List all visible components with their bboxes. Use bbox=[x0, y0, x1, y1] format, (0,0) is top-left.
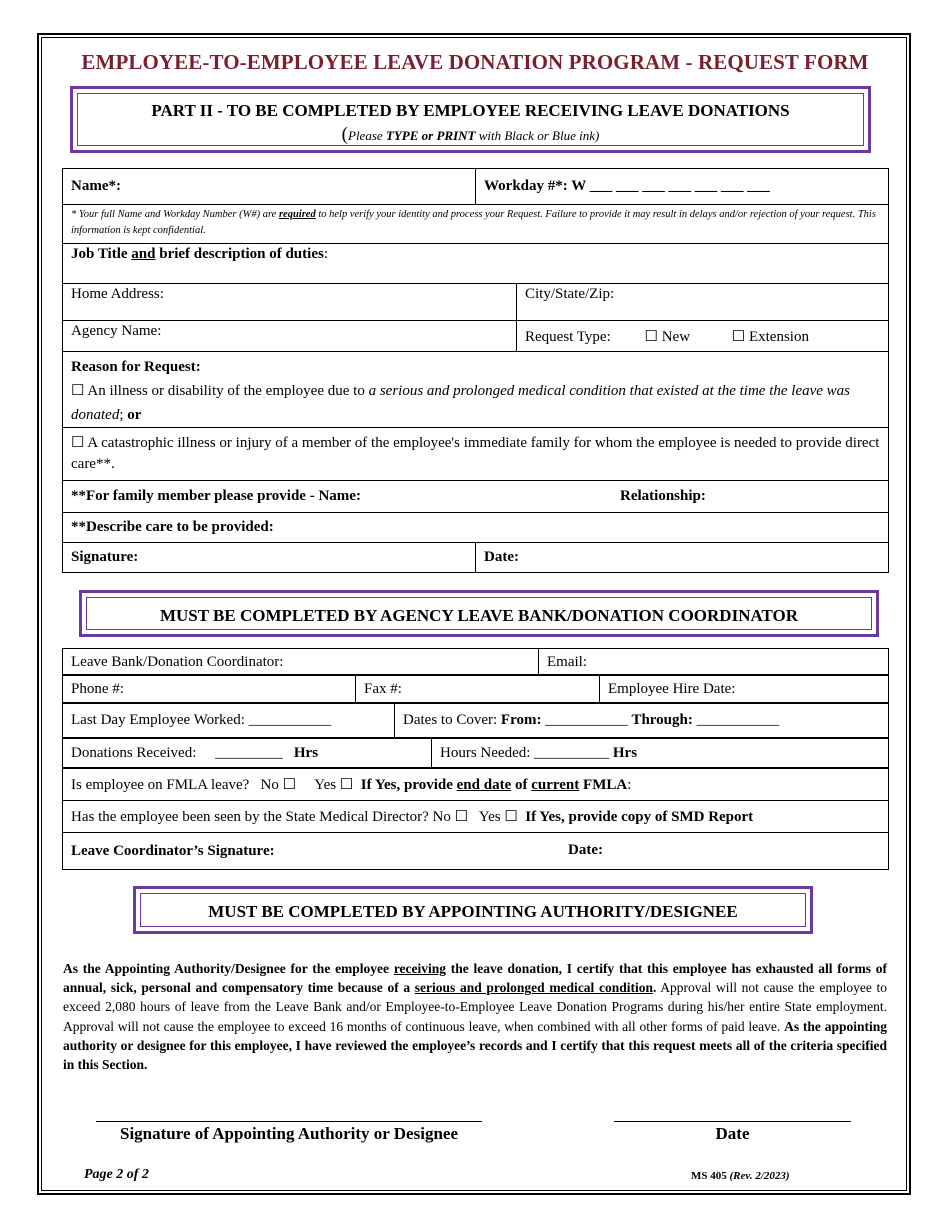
dates-to-cover-field[interactable]: Dates to Cover: From: ___________ Through: ___________ bbox=[395, 703, 889, 739]
phone-field[interactable]: Phone #: bbox=[63, 675, 356, 704]
form-number: MS 405 (Rev. 2/2023) bbox=[691, 1170, 790, 1182]
request-type-field: Request Type: ☐ New ☐ Extension bbox=[517, 321, 889, 352]
coordinator-signature-field[interactable]: Leave Coordinator’s Signature: Date: bbox=[63, 833, 889, 870]
authority-signature-label: Signature of Appointing Authority or Designee bbox=[120, 1124, 458, 1143]
state-medical-director-field[interactable]: Has the employee been seen by the State Medical Director? No ☐ Yes ☐ If Yes, provide copy of SMD Report bbox=[63, 801, 889, 833]
authority-header-box bbox=[133, 886, 813, 934]
coordinator-row-1 bbox=[62, 648, 889, 676]
part2-ink-note: (Please TYPE or PRINT with Black or Blue ink) bbox=[341, 124, 600, 145]
fmla-leave-field[interactable]: Is employee on FMLA leave? No ☐ Yes ☐ If Yes, provide end date of current FMLA: bbox=[63, 768, 889, 801]
request-extension-checkbox[interactable]: ☐ Extension bbox=[731, 328, 809, 345]
part2-heading: PART II - TO BE COMPLETED BY EMPLOYEE RECEIVING LEAVE DONATIONS bbox=[151, 101, 790, 120]
coordinator-row-5 bbox=[62, 767, 889, 870]
donations-received-field[interactable]: Donations Received: _________ Hrs bbox=[63, 738, 432, 769]
employee-date-field[interactable]: Date: bbox=[476, 543, 889, 573]
fax-field[interactable]: Fax #: bbox=[356, 675, 600, 704]
request-new-checkbox[interactable]: ☐ New bbox=[644, 328, 691, 345]
coordinator-date-label: Date: bbox=[568, 842, 603, 858]
agency-name-field[interactable]: Agency Name: bbox=[63, 321, 517, 352]
name-field[interactable]: Name*: bbox=[63, 169, 476, 205]
coordinator-row-2 bbox=[62, 674, 889, 704]
authority-heading: MUST BE COMPLETED BY APPOINTING AUTHORITY/DESIGNEE bbox=[208, 902, 738, 921]
authority-date-line[interactable] bbox=[614, 1121, 851, 1122]
family-member-field[interactable]: **For family member please provide - Name: Relationship: bbox=[63, 481, 889, 513]
describe-care-field[interactable]: **Describe care to be provided: bbox=[63, 513, 889, 543]
coordinator-heading: MUST BE COMPLETED BY AGENCY LEAVE BANK/DONATION COORDINATOR bbox=[159, 606, 799, 625]
workday-number-field[interactable]: Workday #*: W ___ ___ ___ ___ ___ ___ ___ bbox=[476, 169, 889, 205]
job-title-field[interactable]: Job Title and brief description of duties: bbox=[63, 244, 889, 284]
reason-label: Reason for Request: bbox=[71, 359, 201, 375]
coordinator-email-field[interactable]: Email: bbox=[539, 649, 889, 676]
coordinator-row-4 bbox=[62, 737, 889, 769]
employee-signature-field[interactable]: Signature: bbox=[63, 543, 476, 573]
page-number: Page 2 of 2 bbox=[84, 1167, 149, 1182]
authority-date-label: Date bbox=[715, 1124, 750, 1143]
reason-illness-employee[interactable]: Reason for Request: ☐ An illness or disability of the employee due to a serious and prolonged medical condition that existed at the time the leave was donated; or bbox=[63, 352, 889, 428]
home-address-field[interactable]: Home Address: bbox=[63, 284, 517, 321]
relationship-label: Relationship: bbox=[620, 488, 706, 504]
hire-date-field[interactable]: Employee Hire Date: bbox=[600, 675, 889, 704]
reason-family-illness[interactable]: ☐ A catastrophic illness or injury of a member of the employee's immediate family for whom the employee is needed to provide direct care**. bbox=[63, 428, 889, 481]
coordinator-name-field[interactable]: Leave Bank/Donation Coordinator: bbox=[63, 649, 539, 676]
employee-info-table bbox=[62, 168, 889, 573]
part2-header-box bbox=[70, 86, 871, 153]
identity-note: * Your full Name and Workday Number (W#) are required to help verify your identity and process your Request. Failure to provide it may result in delays and/or rejection of your request. This information is kept confidential. bbox=[63, 205, 889, 244]
hours-needed-field[interactable]: Hours Needed: __________ Hrs bbox=[432, 738, 889, 769]
coordinator-row-3 bbox=[62, 702, 889, 739]
authority-signature-line[interactable] bbox=[96, 1121, 482, 1122]
form-title: EMPLOYEE-TO-EMPLOYEE LEAVE DONATION PROGRAM - REQUEST FORM bbox=[81, 50, 869, 74]
city-state-zip-field[interactable]: City/State/Zip: bbox=[517, 284, 889, 321]
coordinator-header-box bbox=[79, 590, 879, 637]
certification-statement: As the Appointing Authority/Designee for the employee receiving the leave donation, I certify that this employee has exhausted all forms of annual, sick, personal and compensatory time because of a serious and prolonged medical condition. Approval will not cause the employee to exceed 2,080 hours of leave from the Leave Bank and/or Employee-to-Employee Leave Donation Programs during his/her entire State employment. Approval will not cause the employee to exceed 16 months of continuous leave, when combined with all other forms of paid leave. As the appointing authority or designee for this employee, I have reviewed the employee’s records and I certify that this request meets all of the criteria specified in this Section. bbox=[63, 961, 887, 1073]
last-day-worked-field[interactable]: Last Day Employee Worked: ___________ bbox=[63, 703, 395, 739]
